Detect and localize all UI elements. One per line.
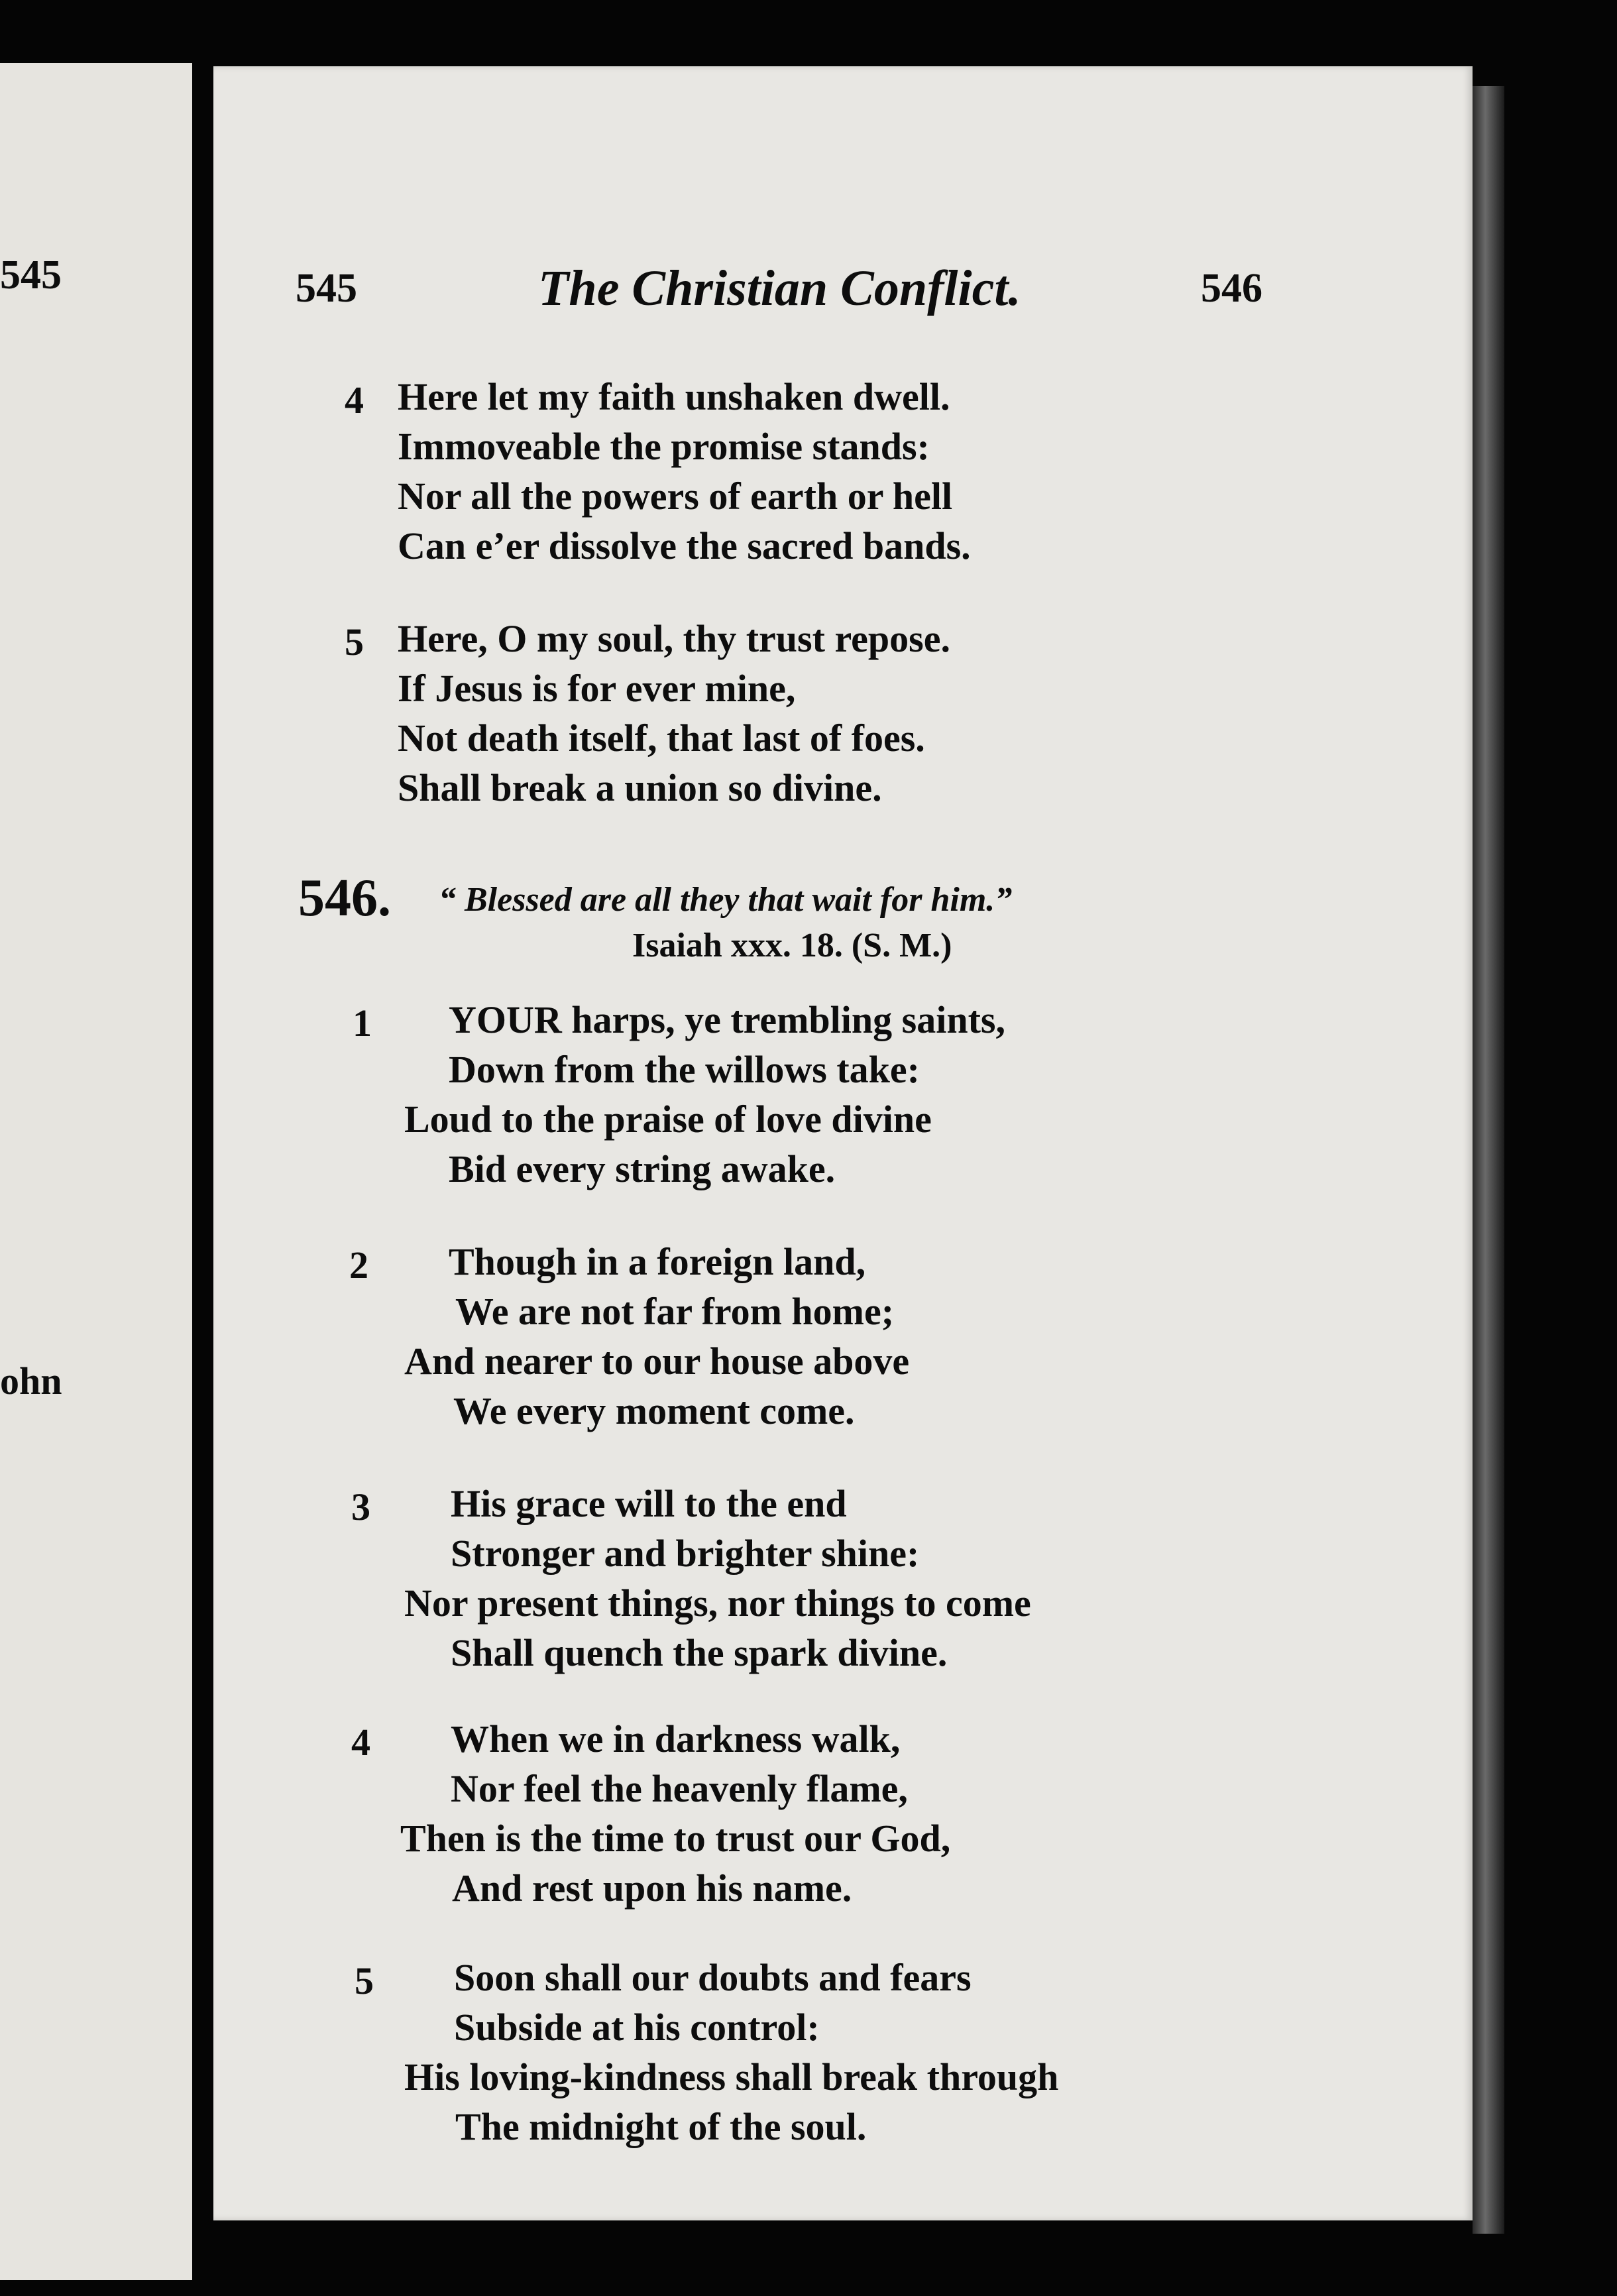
page-edge [1473, 86, 1504, 2234]
verse-number: 4 [345, 378, 364, 422]
verse-line: Down from the willows take: [449, 1048, 920, 1091]
verse-line: Soon shall our doubts and fears [454, 1956, 972, 1999]
verse-line: The midnight of the soul. [455, 2105, 867, 2148]
hymn-title: “ Blessed are all they that wait for him.” [439, 881, 1013, 919]
verse-line: Then is the time to trust our God, [400, 1817, 951, 1860]
verse-line: Subside at his control: [454, 2006, 820, 2049]
verse-line: YOUR harps, ye trembling saints, [449, 998, 1005, 1041]
verse-line: Nor present things, nor things to come [404, 1581, 1031, 1625]
verse-number: 4 [351, 1721, 370, 1764]
verse-line: We are not far from home; [455, 1290, 895, 1333]
hymn-number: 546. [298, 869, 391, 927]
verse-number: 3 [351, 1485, 370, 1528]
verse-line: Here, O my soul, thy trust repose. [398, 617, 950, 660]
verse-line: Here let my faith unshaken dwell. [398, 375, 950, 418]
verse-line: Shall break a union so divine. [398, 766, 882, 809]
verse-number: 5 [345, 620, 364, 663]
verse-line: Nor feel the heavenly flame, [451, 1767, 908, 1810]
verse-line: And nearer to our house above [404, 1340, 910, 1383]
verse-line: Stronger and brighter shine: [451, 1532, 920, 1575]
left-page-word-fragment: ohn [0, 1359, 62, 1403]
verse-line: Not death itself, that last of foes. [398, 717, 925, 760]
verse-line: Bid every string awake. [449, 1147, 836, 1190]
verse-line: If Jesus is for ever mine, [398, 667, 796, 710]
page-title: The Christian Conflict. [538, 260, 1021, 316]
running-head [213, 260, 1473, 325]
verse-line: His loving-kindness shall break through [404, 2055, 1059, 2098]
verse-line: Immoveable the promise stands: [398, 425, 930, 468]
verse-number: 2 [349, 1243, 368, 1287]
verse-line: Nor all the powers of earth or hell [398, 475, 953, 518]
hymnal-page [213, 66, 1473, 2220]
verse-line: When we in darkness walk, [451, 1717, 901, 1760]
verse-line: Loud to the praise of love divine [404, 1098, 932, 1141]
verse-number: 1 [353, 1002, 372, 1045]
verse-line: Though in a foreign land, [449, 1240, 866, 1283]
verse-line: Shall quench the spark divine. [451, 1631, 948, 1674]
verse-number: 5 [355, 1959, 374, 2002]
verse-line: Can e’er dissolve the sacred bands. [398, 524, 971, 567]
header-left-number: 545 [296, 266, 357, 311]
verse-line: His grace will to the end [451, 1482, 847, 1525]
verse-line: And rest upon his name. [452, 1866, 852, 1910]
header-right-number: 546 [1201, 266, 1262, 311]
verse-line: We every moment come. [453, 1389, 855, 1432]
hymn-reference: Isaiah xxx. 18. (S. M.) [632, 927, 952, 964]
left-page-number: 545 [0, 253, 62, 298]
left-page-sliver [0, 63, 192, 2280]
